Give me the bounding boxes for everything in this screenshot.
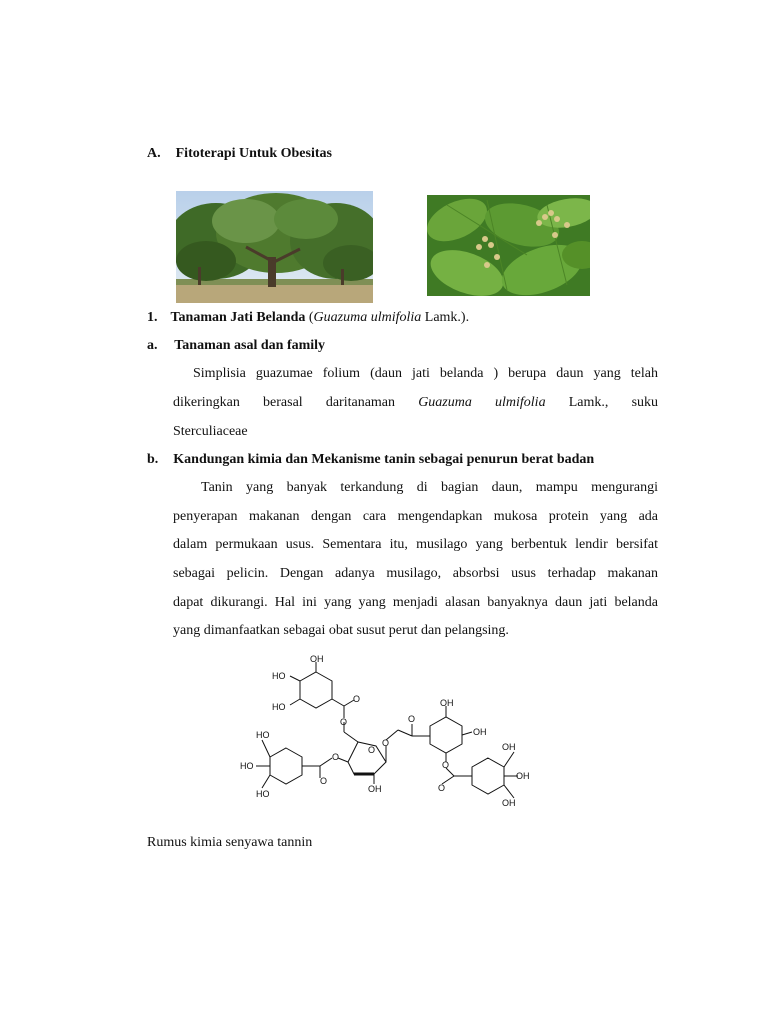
label-o-3: O xyxy=(332,752,340,762)
subsection-b-title: Kandungan kimia dan Mekanisme tanin sebagai penurun berat badan xyxy=(173,452,595,467)
label-oh-2: OH xyxy=(473,727,487,737)
item-1-latin-name: Guazuma ulmifolia xyxy=(313,310,422,325)
label-o-8: O xyxy=(438,783,446,793)
label-o-1: O xyxy=(353,694,361,704)
glucose-ring xyxy=(348,742,386,774)
subsection-b-heading xyxy=(147,451,594,469)
section-title: Fitoterapi Untuk Obesitas xyxy=(175,146,332,161)
label-o-ring: O xyxy=(368,745,376,755)
subsection-a-title: Tanaman asal dan family xyxy=(174,338,326,353)
paragraph-a-line-3: Sterculiaceae xyxy=(173,424,248,439)
paragraph-a-line-2-post: Lamk., suku xyxy=(568,395,659,410)
label-oh-sugar: OH xyxy=(368,784,382,794)
section-letter: A. xyxy=(147,146,161,161)
label-o-4: O xyxy=(382,738,390,748)
paragraph-b-line-4: sebagai pelicin. Dengan adanya musilago, absorbsi usus terhadap makanan xyxy=(173,566,658,581)
label-ho-1: HO xyxy=(272,671,286,681)
paragraph-b-line-3: dalam permukaan usus. Sementara itu, musilago yang berbentuk lendir bersifat xyxy=(173,537,658,552)
subsection-b-letter: b. xyxy=(147,452,159,467)
label-oh-1: OH xyxy=(440,698,454,708)
label-ho-5: HO xyxy=(256,789,270,799)
label-oh-3: OH xyxy=(502,742,516,752)
paragraph-a-line-1: Simplisia guazumae folium (daun jati belanda ) berupa daun yang telah xyxy=(193,366,658,381)
figure-caption: Rumus kimia senyawa tannin xyxy=(147,835,313,850)
left-benzene-ring xyxy=(270,748,302,784)
far-right-benzene-ring xyxy=(472,758,504,794)
label-ho-2: HO xyxy=(272,702,286,712)
item-1-number: 1. xyxy=(147,310,158,325)
label-o-7: O xyxy=(442,760,450,770)
right-benzene-ring xyxy=(430,717,462,753)
paragraph-a-line-2-pre: dikeringkan berasal daritanaman xyxy=(173,395,396,410)
item-1-author: Lamk.). xyxy=(421,310,470,325)
item-1-open-paren: ( xyxy=(305,310,314,325)
label-ho-3: HO xyxy=(256,730,270,740)
paragraph-b-line-1: Tanin yang banyak terkandung di bagian daun, mampu mengurangi xyxy=(201,480,658,495)
label-oh-top: OH xyxy=(310,654,324,664)
label-o-5: O xyxy=(320,776,328,786)
label-o-6: O xyxy=(408,714,416,724)
paragraph-b-line-2: penyerapan makanan dengan cara mengendapkan mukosa protein yang ada xyxy=(173,509,658,524)
label-ho-4: HO xyxy=(240,761,254,771)
label-oh-5: OH xyxy=(502,798,516,808)
label-o-2: O xyxy=(340,717,348,727)
item-1-heading xyxy=(147,309,469,327)
top-benzene-ring xyxy=(300,672,332,708)
paragraph-a-latin-name: Guazuma ulmifolia xyxy=(418,395,546,410)
jati-belanda-tree-photo xyxy=(176,191,373,303)
section-heading xyxy=(147,145,332,163)
subsection-a-letter: a. xyxy=(147,338,158,353)
label-oh-4: OH xyxy=(516,771,530,781)
paragraph-b-line-5: dapat dikurangi. Hal ini yang yang menjadi alasan banyaknya daun jati belanda xyxy=(173,595,658,610)
paragraph-a-line-2 xyxy=(173,394,658,412)
paragraph-b-line-6: yang dimanfaatkan sebagai obat susut perut dan pelangsing. xyxy=(173,623,509,638)
subsection-a-heading xyxy=(147,337,325,355)
item-1-name: Tanaman Jati Belanda xyxy=(170,310,306,325)
jati-belanda-leaves-photo xyxy=(427,195,590,296)
tannin-chemical-structure xyxy=(236,650,536,810)
